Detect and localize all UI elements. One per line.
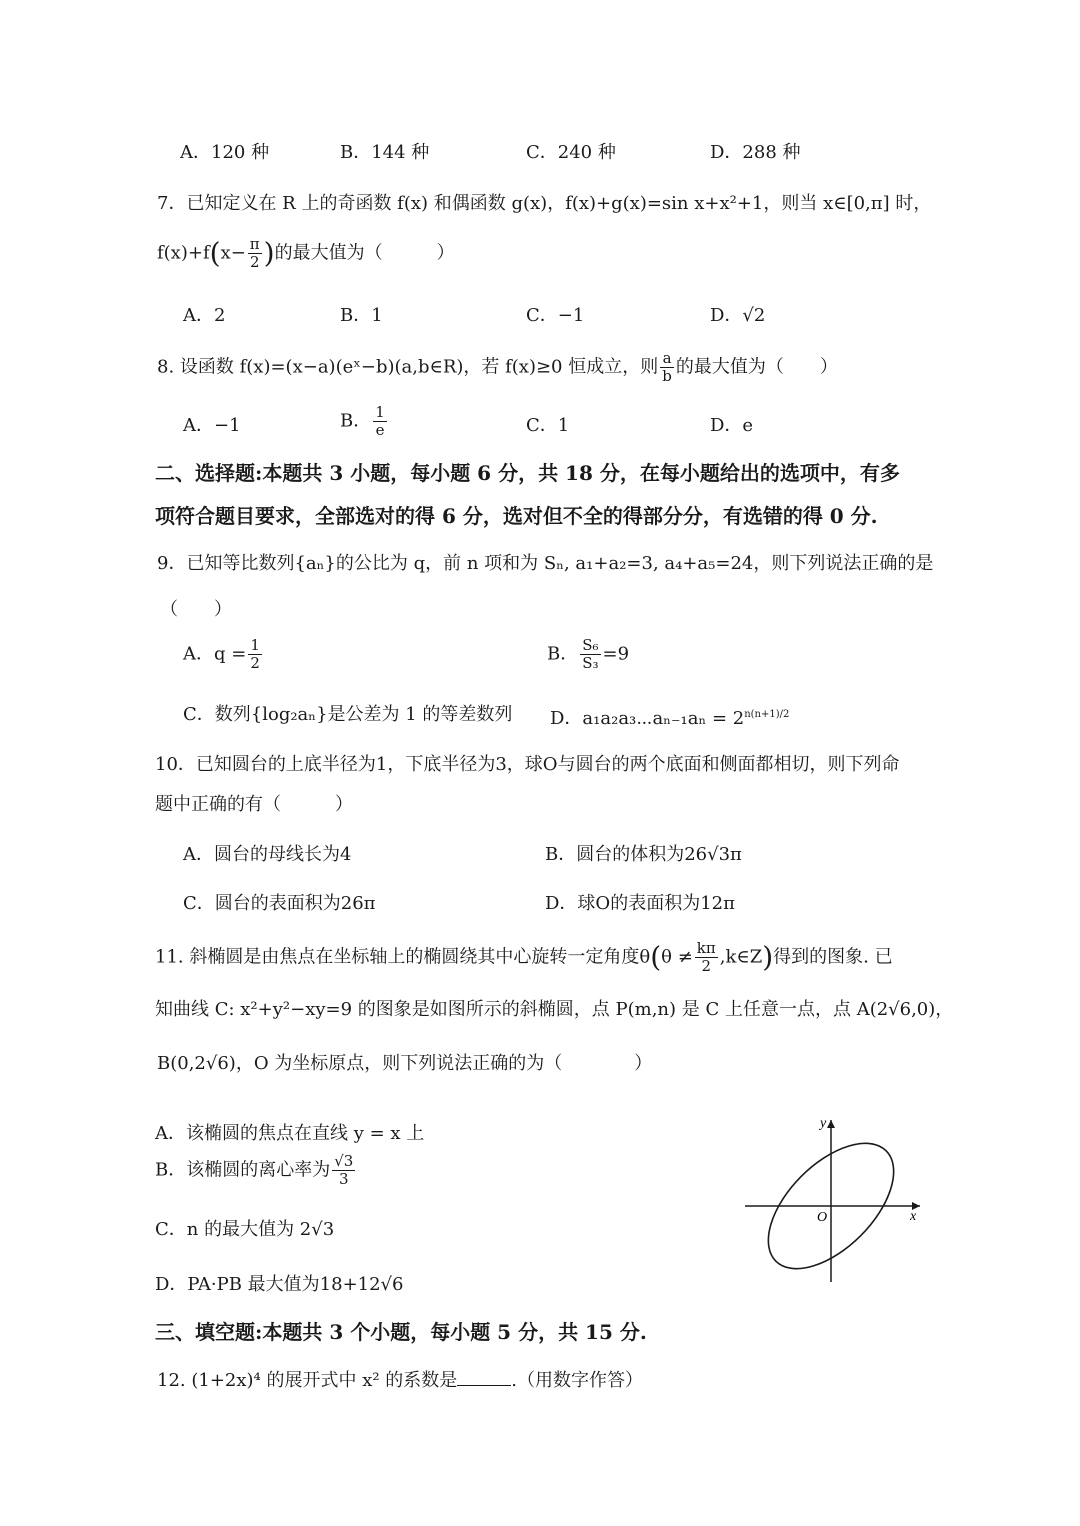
q12-stem: 12. (1+2x)⁴ 的展开式中 x² 的系数是 .（用数字作答） — [157, 1367, 643, 1393]
x-axis-label: x — [910, 1209, 917, 1224]
q7-option-d: D．√2 — [710, 305, 766, 326]
y-axis-arrow-icon — [827, 1120, 835, 1128]
q8-option-d: D．e — [710, 415, 754, 436]
q10-stem-line1: 10．已知圆台的上底半径为1，下底半径为3，球O与圆台的两个底面和侧面都相切，则下列命 — [155, 754, 900, 775]
q7-fraction: $\frac{\pi}{2}$ — [249, 235, 260, 271]
q9-option-a-fraction: $\frac{1}{2}$ — [250, 636, 260, 672]
q11-ellipse-figure — [740, 1112, 930, 1287]
q9-option-c: C．数列{log₂aₙ}是公差为 1 的等差数列 — [183, 704, 513, 725]
q6-option-c: C．240 种 — [526, 142, 616, 163]
q6-option-a: A．120 种 — [180, 142, 270, 163]
q7-option-c: C．−1 — [526, 305, 585, 326]
q10-option-c: C．圆台的表面积为26π — [183, 893, 376, 914]
y-axis-label: y — [820, 1116, 827, 1131]
q7-expr-prefix: f(x)+f — [157, 242, 210, 264]
section2-header-line2: 项符合题目要求，全部选对的得 6 分，选对但不全的得部分分，有选错的得 0 分. — [155, 504, 878, 528]
q7-stem-line1: 7．已知定义在 R 上的奇函数 f(x) 和偶函数 g(x)，f(x)+g(x)=sin x+x²+1，则当 x∈[0,π] 时， — [157, 193, 932, 214]
q7-option-b: B．1 — [340, 305, 383, 326]
q8-stem-prefix: 8. 设函数 f(x)=(x−a)(eˣ−b)(a,b∈R)，若 f(x)≥0 恒成立，则 — [157, 356, 659, 378]
q9-stem-line1: 9．已知等比数列{aₙ}的公比为 q，前 n 项和为 Sₙ, a₁+a₂=3, a₄+a₅=24，则下列说法正确的是 — [157, 553, 934, 574]
q11-stem-line1: 11. 斜椭圆是由焦点在坐标轴上的椭圆绕其中心旋转一定角度θ(θ ≠ $\frac{k\pi}{2}$ ,k∈Z)得到的图象. 已 — [155, 939, 893, 975]
q11-option-b-fraction: $\frac{√3}{3}$ — [334, 1152, 354, 1188]
q11-stem-line3: B(0,2√6)，O 为坐标原点，则下列说法正确的为（ ） — [157, 1053, 653, 1074]
q10-option-b: B．圆台的体积为26√3π — [545, 844, 742, 865]
q7-stem-line2: f(x)+f(x− $\frac{\pi}{2}$ )的最大值为（ ） — [157, 235, 455, 271]
q9-option-d-exponent: n(n+1)/2 — [744, 709, 790, 720]
q11-option-a: A．该椭圆的焦点在直线 y = x 上 — [155, 1123, 425, 1144]
q9-option-a: A．q = $\frac{1}{2}$ — [183, 636, 260, 672]
origin-label: O — [817, 1210, 828, 1225]
q7-expr-inner: x− — [220, 242, 246, 264]
q6-option-b: B．144 种 — [340, 142, 430, 163]
q6-option-d: D．288 种 — [710, 142, 801, 163]
q8-stem-suffix: 的最大值为（ ） — [675, 356, 838, 378]
section2-header-line1: 二、选择题:本题共 3 小题，每小题 6 分，共 18 分，在每小题给出的选项中，有多 — [155, 461, 900, 485]
q11-stem-line2: 知曲线 C: x²+y²−xy=9 的图象是如图所示的斜椭圆，点 P(m,n) 是 C 上任意一点，点 A(2√6,0)， — [155, 999, 954, 1020]
q9-option-b: B． $\frac{\text{S₆}}{\text{S₃}}$ =9 — [547, 636, 630, 672]
q8-stem — [157, 350, 838, 385]
q10-option-a: A．圆台的母线长为4 — [183, 844, 352, 865]
q8-option-b-fraction: $\frac{1}{e}$ — [375, 403, 385, 439]
q11-option-d: D．PA·PB 最大值为18+12√6 — [155, 1274, 404, 1295]
q7-option-a: A．2 — [183, 305, 226, 326]
q9-option-d: D．a₁a₂a₃⋯aₙ₋₁aₙ = $2^{n(n+1)/2}$ — [550, 708, 790, 729]
q11-fraction: $\frac{k\pi}{2}$ — [696, 939, 716, 975]
q8-fraction: $\frac{a}{b}$ — [662, 349, 672, 385]
q9-stem-line2: （ ） — [160, 599, 232, 620]
q8-option-c: C．1 — [526, 415, 570, 436]
q11-option-b: B．该椭圆的离心率为 $\frac{√3}{3}$ — [155, 1152, 354, 1188]
section3-header: 三、填空题:本题共 3 个小题，每小题 5 分，共 15 分. — [155, 1320, 647, 1344]
q8-option-a: A．−1 — [183, 415, 241, 436]
q10-stem-line2: 题中正确的有（ ） — [155, 794, 353, 815]
q8-option-b: B． $\frac{1}{e}$ — [340, 403, 385, 439]
q9-option-b-fraction: $\frac{\text{S₆}}{\text{S₃}}$ — [582, 636, 599, 672]
q10-option-d: D．球O的表面积为12π — [545, 893, 735, 914]
q12-answer-blank[interactable] — [457, 1367, 511, 1386]
q11-option-c: C．n 的最大值为 2√3 — [155, 1219, 335, 1240]
q7-expr-suffix: 的最大值为（ ） — [274, 242, 455, 264]
